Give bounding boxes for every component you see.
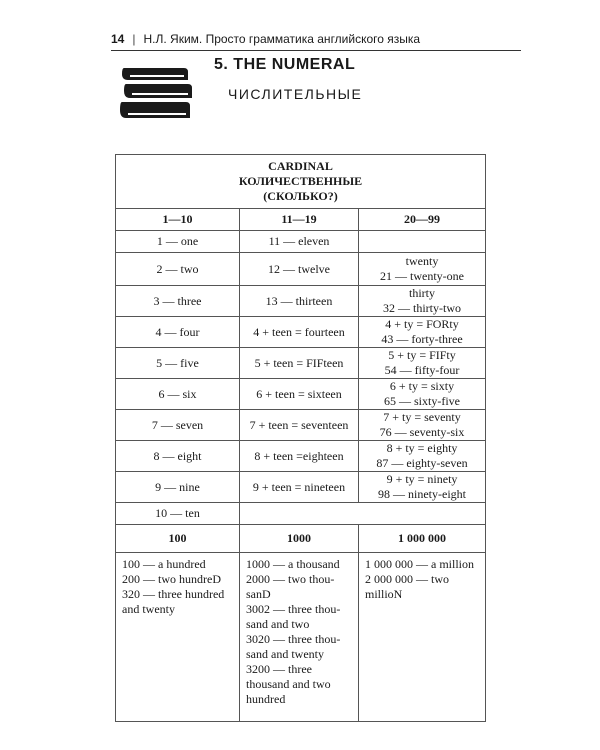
- running-title: Н.Л. Яким. Просто грамматика английского языка: [143, 32, 421, 46]
- table-cell: [359, 317, 486, 348]
- column-header: 11—19: [240, 209, 359, 231]
- table-cell: [359, 348, 486, 379]
- table-cell: 3 — three: [116, 286, 240, 317]
- books-stack-icon: [118, 64, 196, 133]
- cell-line: twenty: [405, 254, 439, 268]
- table-cell: 12 — twelve: [240, 253, 359, 286]
- cell-line: 4 + ty = FORty: [385, 317, 459, 331]
- chapter-subtitle: ЧИСЛИТЕЛЬНЫЕ: [228, 86, 363, 102]
- column-header: 20—99: [359, 209, 486, 231]
- table-cell: [359, 472, 486, 503]
- cell-line: 98 — ninety-eight: [378, 487, 466, 501]
- table-row: [116, 553, 486, 722]
- cell-line: sanD: [246, 587, 271, 601]
- table-cell: 1 — one: [116, 231, 240, 253]
- cell-line: thirty: [409, 286, 435, 300]
- column-header: 1000: [240, 525, 359, 553]
- table-cell: 6 + teen = sixteen: [240, 379, 359, 410]
- table-row: [116, 441, 486, 472]
- caption-line: КОЛИЧЕСТВЕННЫЕ: [238, 174, 363, 188]
- cell-line: 200 — two hundreD: [122, 572, 221, 586]
- cell-line: 65 — sixty-five: [384, 394, 460, 408]
- table-cell: 9 — nine: [116, 472, 240, 503]
- header-separator: |: [132, 32, 136, 46]
- table-row: [116, 410, 486, 441]
- cell-line: 8 + ty = eighty: [386, 441, 458, 455]
- running-header: [111, 32, 521, 46]
- column-header: 1—10: [116, 209, 240, 231]
- cell-line: thousand and two: [246, 677, 331, 691]
- table-row: [116, 231, 486, 253]
- column-header: 1 000 000: [359, 525, 486, 553]
- table-cell: 2 — two: [116, 253, 240, 286]
- cell-line: 6 + ty = sixty: [389, 379, 455, 393]
- cell-line: 7 + ty = seventy: [383, 410, 461, 424]
- table-cell: 4 + teen = fourteen: [240, 317, 359, 348]
- table-cell: [359, 379, 486, 410]
- cell-line: 1000 — a thousand: [246, 557, 340, 571]
- table-row: [116, 379, 486, 410]
- table-caption: [116, 155, 486, 209]
- table-row: [116, 472, 486, 503]
- table-cell: [359, 553, 486, 722]
- table-row: [116, 503, 486, 525]
- table-cell: [240, 553, 359, 722]
- page-number: 14: [111, 32, 125, 46]
- cell-line: 54 — fifty-four: [384, 363, 460, 377]
- header-rule: [111, 50, 521, 51]
- cell-line: 21 — twenty-one: [380, 269, 464, 283]
- cell-line: 43 — forty-three: [381, 332, 463, 346]
- table-cell: [359, 253, 486, 286]
- cell-line: and twenty: [122, 602, 175, 616]
- cell-line: 3002 — three thou-: [246, 602, 341, 616]
- table-cell: [359, 231, 486, 253]
- table-cell: [359, 410, 486, 441]
- table-cell: 7 — seven: [116, 410, 240, 441]
- cardinal-numbers-table: [115, 154, 486, 722]
- caption-line: (СКОЛЬКО?): [263, 189, 338, 203]
- cell-line: 320 — three hundred: [122, 587, 225, 601]
- table-cell: 4 — four: [116, 317, 240, 348]
- cell-line: 2 000 000 — two millioN: [365, 572, 449, 601]
- caption-line: CARDINAL: [268, 159, 333, 173]
- cell-line: 1 000 000 — a million: [365, 557, 474, 571]
- table-cell: [240, 503, 486, 525]
- table-cell: 8 — eight: [116, 441, 240, 472]
- chapter-title: 5. THE NUMERAL: [214, 56, 356, 73]
- table-cell: [116, 553, 240, 722]
- table-row: [116, 253, 486, 286]
- table-cell: 6 — six: [116, 379, 240, 410]
- table-cell: 5 — five: [116, 348, 240, 379]
- table-cell: 10 — ten: [116, 503, 240, 525]
- cell-line: 3020 — three thou-: [246, 632, 341, 646]
- table-row: [116, 317, 486, 348]
- table-cell: 5 + teen = FIFteen: [240, 348, 359, 379]
- cell-line: hundred: [246, 692, 286, 706]
- cell-line: 3200 — three: [246, 662, 312, 676]
- cell-line: sand and twenty: [246, 647, 324, 661]
- cell-line: 100 — a hundred: [122, 557, 206, 571]
- table-cell: 8 + teen =eighteen: [240, 441, 359, 472]
- cell-line: 76 — seventy-six: [379, 425, 465, 439]
- cell-line: 2000 — two thou-: [246, 572, 335, 586]
- cell-line: 9 + ty = ninety: [386, 472, 458, 486]
- cell-line: 32 — thirty-two: [383, 301, 461, 315]
- cell-line: 87 — eighty-seven: [376, 456, 468, 470]
- table-cell: 13 — thirteen: [240, 286, 359, 317]
- table-row: [116, 348, 486, 379]
- column-header: 100: [116, 525, 240, 553]
- table-cell: [359, 441, 486, 472]
- table-row: [116, 286, 486, 317]
- table-cell: 11 — eleven: [240, 231, 359, 253]
- cell-line: sand and two: [246, 617, 310, 631]
- cell-line: 5 + ty = FIFty: [388, 348, 456, 362]
- table-cell: 7 + teen = seventeen: [240, 410, 359, 441]
- table-cell: 9 + teen = nineteen: [240, 472, 359, 503]
- table-cell: [359, 286, 486, 317]
